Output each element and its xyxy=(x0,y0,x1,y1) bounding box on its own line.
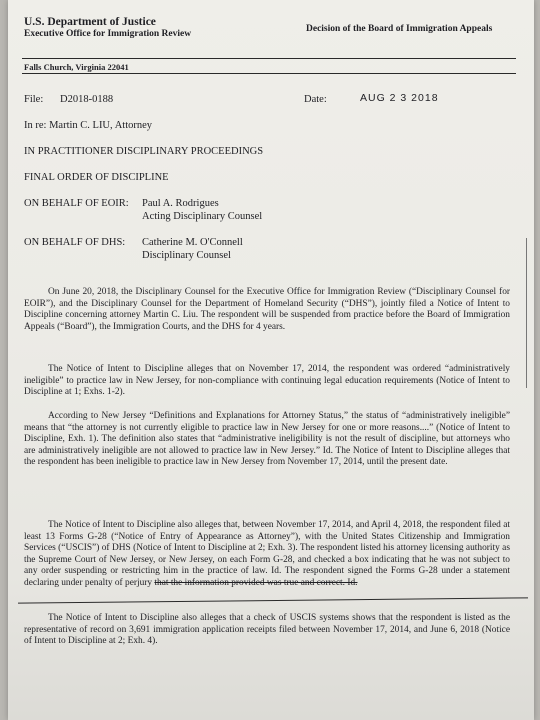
office-name: Executive Office for Immigration Review xyxy=(24,29,192,39)
paragraph-1-text: On June 20, 2018, the Disciplinary Counsel for the Executive Office for Immigration Review (“Disciplinary Counsel for EOIR”), and the Disciplinary Counsel for the Department of Homeland Security (“DHS”), jointly filed a Notice of Intent to Discipline concerning attorney Martin C. Liu. The respondent will be suspended from practice before the Board of Immigration Appeals (“Board”), the Immigration Courts, and the DHS for 4 years. xyxy=(24,287,510,332)
department-name: U.S. Department of Justice xyxy=(24,16,156,28)
eoir-counsel-name: Paul A. Rodrigues xyxy=(142,198,219,209)
paragraph-5-text: The Notice of Intent to Discipline also alleges that a check of USCIS systems shows that the respondent is listed as the representative of record on 3,691 immigration application receipts filed between November 17, 2014, and June 6, 2018 (Notice of Intent to Discipline at 2; Exh. 4). xyxy=(24,613,510,647)
eoir-label: ON BEHALF OF EOIR: xyxy=(24,198,129,209)
page-fold-line xyxy=(18,597,528,603)
proceedings-heading: IN PRACTITIONER DISCIPLINARY PROCEEDINGS xyxy=(24,146,264,157)
paragraph-4 xyxy=(24,520,510,590)
date-label: Date: xyxy=(304,94,327,105)
letterhead xyxy=(24,16,191,40)
paragraph-2 xyxy=(24,364,510,399)
dhs-counsel-title: Disciplinary Counsel xyxy=(142,250,231,261)
dhs-label: ON BEHALF OF DHS: xyxy=(24,237,126,248)
header-rule-bottom xyxy=(22,73,516,74)
dhs-counsel-name: Catherine M. O'Connell xyxy=(142,237,243,248)
date-stamp: AUG 2 3 2018 xyxy=(360,92,439,104)
eoir-counsel-title: Acting Disciplinary Counsel xyxy=(142,211,263,222)
paragraph-1 xyxy=(24,287,510,333)
order-title: FINAL ORDER OF DISCIPLINE xyxy=(24,172,169,183)
in-re-line: In re: Martin C. LIU, Attorney xyxy=(24,120,153,131)
paragraph-5 xyxy=(24,613,510,648)
header-rule-top xyxy=(22,58,516,59)
file-label: File: xyxy=(24,94,44,105)
paragraph-4-struck-text: that the information provided was true and correct. Id. xyxy=(154,577,358,588)
margin-line xyxy=(526,238,527,388)
file-number: D2018-0188 xyxy=(60,94,114,105)
paragraph-2-text: The Notice of Intent to Discipline alleges that on November 17, 2014, the respondent was ordered “administratively ineligible” to practice law in New Jersey, for non-compliance with continuing legal education requirements (Notice of Intent to Discipline at 1; Exhs. 1-2). xyxy=(24,364,510,398)
paragraph-3-text: According to New Jersey “Definitions and Explanations for Attorney Status,” the status of “administratively ineligible” means that “the attorney is not currently eligible to practice law in New Jersey for one or more reasons....” (Notice of Intent to Discipline, Exh. 1). The definition also states that “administrative ineligibility is not the result of discipline, but attorneys who are administratively ineligible are not allowed to practice law in New Jersey.” Id. The Notice of Intent to Discipline alleges that the respondent has been ineligible to practice law in New Jersey from November 17, 2014, until the present date. xyxy=(24,411,510,468)
paragraph-3 xyxy=(24,411,510,469)
decision-heading: Decision of the Board of Immigration Appeals xyxy=(306,24,493,34)
document-page xyxy=(8,0,534,720)
paragraph-4-text: The Notice of Intent to Discipline also alleges that, between November 17, 2014, and April 4, 2018, the respondent filed at least 13 Forms G-28 (“Notice of Entry of Appearance as Attorney”), with the United States Citizenship and Immigration Services (“USCIS”) of DHS (Notice of Intent to Discipline at 2; Exh. 3). The respondent listed his attorney licensing authority as the Supreme Court of New Jersey, or New Jersey, on each Form G-28, and checked a box indicating that he was not subject to any order suspending or restricting him in the practice of law. Id. The respondent signed the Forms G-28 under a statement declaring under penalty of perjury xyxy=(24,520,510,588)
city-address: Falls Church, Virginia 22041 xyxy=(24,62,129,72)
